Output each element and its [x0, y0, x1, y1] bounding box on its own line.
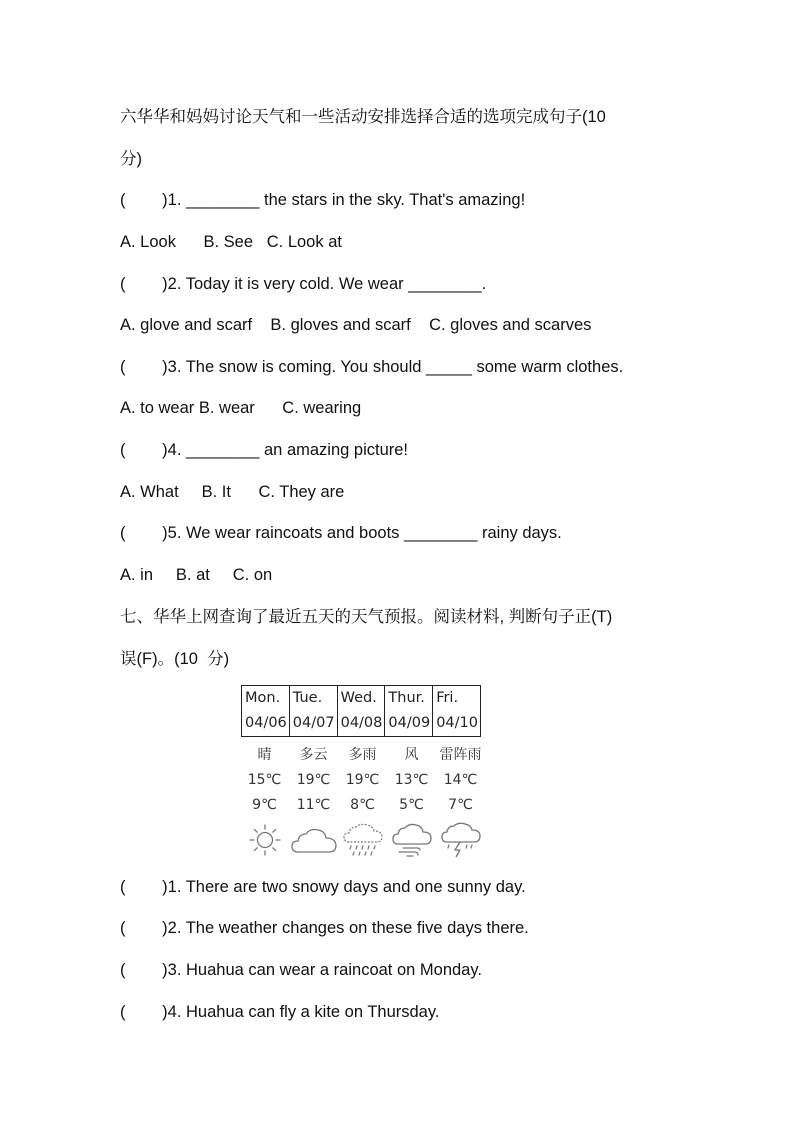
forecast-weather: 多雨 [348, 747, 377, 763]
forecast-low: 11℃ [296, 797, 331, 813]
question-options: A. to wear B. wear C. wearing [120, 399, 362, 417]
question-options: A. Look B. See C. Look at [120, 233, 342, 251]
forecast-date: 04/10 [436, 715, 478, 731]
forecast-day: Thur. [388, 690, 425, 706]
forecast-column [433, 686, 480, 736]
section6-heading-line2: 分) [120, 150, 142, 168]
forecast-high: 19℃ [345, 772, 380, 788]
forecast-day: Tue. [292, 690, 323, 706]
forecast-column [338, 686, 386, 736]
forecast-low-row [240, 797, 485, 813]
question-options: A. glove and scarf B. gloves and scarf C. gloves and scarves [120, 316, 592, 334]
forecast-date: 04/06 [245, 715, 287, 731]
forecast-low: 8℃ [350, 797, 375, 813]
forecast-high: 19℃ [296, 772, 331, 788]
statement: ( )4. Huahua can fly a kite on Thursday. [120, 1003, 440, 1021]
forecast-date: 04/07 [292, 715, 335, 731]
rain-cloud-icon [338, 822, 387, 858]
section7-heading-line1: 七、华华上网查询了最近五天的天气预报。阅读材料, 判断句子正(T) [120, 608, 613, 626]
forecast-icon-row [240, 822, 485, 858]
forecast-column [385, 686, 433, 736]
forecast-high: 14℃ [443, 772, 478, 788]
wind-cloud-icon [387, 822, 436, 858]
cloud-icon [289, 822, 338, 858]
section7-heading-line2: 误(F)。(10 分) [120, 650, 230, 668]
forecast-weather: 晴 [257, 747, 272, 763]
thunder-cloud-icon [436, 822, 485, 858]
question-options: A. What B. It C. They are [120, 483, 345, 501]
forecast-date: 04/08 [340, 715, 383, 731]
forecast-low: 9℃ [252, 797, 277, 813]
statement: ( )2. The weather changes on these five days there. [120, 919, 529, 937]
question-stem: ( )2. Today it is very cold. We wear ________. [120, 275, 487, 293]
question-options: A. in B. at C. on [120, 566, 273, 584]
forecast-high: 15℃ [247, 772, 282, 788]
section6-heading-line1: 六华华和妈妈讨论天气和一些活动安排选择合适的选项完成句子(10 [120, 108, 606, 126]
forecast-day: Wed. [340, 690, 377, 706]
forecast-day: Mon. [245, 690, 281, 706]
question-stem: ( )4. ________ an amazing picture! [120, 441, 409, 459]
question-stem: ( )5. We wear raincoats and boots ________ rainy days. [120, 524, 562, 542]
forecast-weather-row [240, 744, 485, 764]
forecast-date: 04/09 [388, 715, 431, 731]
question-stem: ( )1. ________ the stars in the sky. That's amazing! [120, 191, 526, 209]
forecast-low: 7℃ [448, 797, 473, 813]
forecast-weather: 多云 [299, 747, 328, 763]
forecast-low: 5℃ [399, 797, 424, 813]
statement: ( )3. Huahua can wear a raincoat on Monday. [120, 961, 482, 979]
question-stem: ( )3. The snow is coming. You should _____ some warm clothes. [120, 358, 624, 376]
statement: ( )1. There are two snowy days and one sunny day. [120, 878, 526, 896]
forecast-day: Fri. [436, 690, 459, 706]
forecast-high-row [240, 772, 485, 788]
forecast-column [242, 686, 290, 736]
weather-forecast [240, 684, 485, 859]
forecast-table [241, 685, 481, 737]
forecast-weather: 风 [404, 747, 419, 763]
forecast-column [290, 686, 338, 736]
sun-icon [240, 822, 289, 858]
forecast-weather: 雷阵雨 [439, 747, 482, 763]
forecast-high: 13℃ [394, 772, 429, 788]
